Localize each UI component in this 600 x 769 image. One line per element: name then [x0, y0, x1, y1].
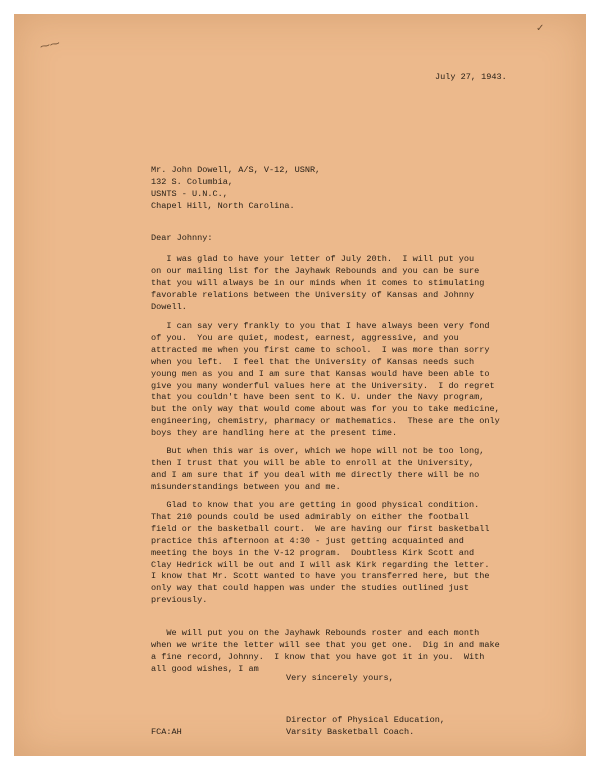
typist-initials: FCA:AH — [151, 727, 182, 737]
paragraph-line: of you. You are quiet, modest, earnest, aggressive, and you — [151, 332, 459, 343]
signature-line: Director of Physical Education, — [286, 715, 445, 725]
paragraph-line: when we write the letter will see that you get one. Dig in and make — [151, 639, 500, 650]
paragraph-line: then I trust that you will be able to enroll at the University, — [151, 457, 475, 468]
paragraph-line: I know that Mr. Scott wanted to have you transferred here, but the — [151, 571, 490, 582]
pencil-check-icon: ✓ — [536, 23, 545, 34]
paragraph-line: But when this war is over, which we hope will not be too long, — [151, 446, 485, 456]
paragraph-line: field or the basketball court. We are having our first basketball — [151, 523, 490, 534]
paragraph-fond-of-you — [151, 321, 500, 440]
paragraph-line: that you couldn't have been sent to K. U. under the Navy program, — [151, 392, 485, 403]
paragraph-line: We will put you on the Jayhawk Rebounds roster and each month — [151, 628, 480, 638]
paragraph-line: a fine record, Johnny. I know that you have got it in you. With — [151, 651, 485, 662]
address-line: USNTS - U.N.C., — [151, 188, 228, 199]
recipient-address — [151, 165, 320, 213]
paragraph-line: previously. — [151, 595, 208, 606]
paragraph-line: young men as you and I am sure that Kansas would have been able to — [151, 368, 490, 379]
paragraph-line: but the only way that would come about was for you to take medicine, — [151, 404, 500, 415]
paragraph-line: practice this afternoon at 4:30 - just getting acquainted and — [151, 535, 464, 546]
paragraph-line: attracted me when you first came to school. I was more than sorry — [151, 344, 490, 355]
paragraph-line: Clay Hedrick will be out and I will ask Kirk regarding the letter. — [151, 559, 490, 570]
paragraph-line: favorable relations between the University of Kansas and Johnny — [151, 289, 475, 300]
paragraph-after-war — [151, 446, 484, 494]
paragraph-line: misunderstandings between you and me. — [151, 481, 341, 492]
address-line: 132 S. Columbia, — [151, 176, 234, 187]
paragraph-line: and I am sure that if you deal with me directly there will be no — [151, 469, 480, 480]
paragraph-line: Glad to know that you are getting in good physical condition. — [151, 500, 480, 510]
paragraph-line: Dowell. — [151, 301, 187, 312]
paragraph-rebounds-roster — [151, 628, 500, 676]
paragraph-physical-condition — [151, 500, 490, 607]
paragraph-line: engineering, chemistry, pharmacy or mathematics. These are the only — [151, 416, 500, 427]
signature-block — [286, 715, 445, 739]
paragraph-mailing-list — [151, 254, 484, 314]
paragraph-line: That 210 pounds could be used admirably on either the football — [151, 511, 469, 522]
paragraph-line: when you left. I feel that the University of Kansas needs such — [151, 356, 475, 367]
closing: Very sincerely yours, — [286, 673, 394, 683]
paragraph-line: that you will always be in our minds when it comes to stimulating — [151, 277, 485, 288]
paragraph-line: I was glad to have your letter of July 20th. I will put you — [151, 254, 475, 264]
letter-date: July 27, 1943. — [435, 72, 507, 82]
paragraph-line: give you many wonderful values here at the University. I do regret — [151, 380, 495, 391]
signature-line: Varsity Basketball Coach. — [286, 726, 415, 737]
pencil-mark-icon: ⁓⁓ — [39, 38, 61, 53]
paragraph-line: on our mailing list for the Jayhawk Rebounds and you can be sure — [151, 265, 480, 276]
paragraph-line: I can say very frankly to you that I have always been very fond — [151, 321, 490, 331]
paragraph-line: boys they are handling here at the present time. — [151, 428, 398, 439]
paragraph-line: meeting the boys in the V-12 program. Doubtless Kirk Scott and — [151, 547, 475, 558]
salutation: Dear Johnny: — [151, 233, 213, 243]
address-line: Mr. John Dowell, A/S, V-12, USNR, — [151, 165, 321, 175]
paragraph-line: all good wishes, I am — [151, 663, 259, 674]
paragraph-line: only way that could happen was under the studies outlined just — [151, 583, 469, 594]
address-line: Chapel Hill, North Carolina. — [151, 200, 295, 211]
